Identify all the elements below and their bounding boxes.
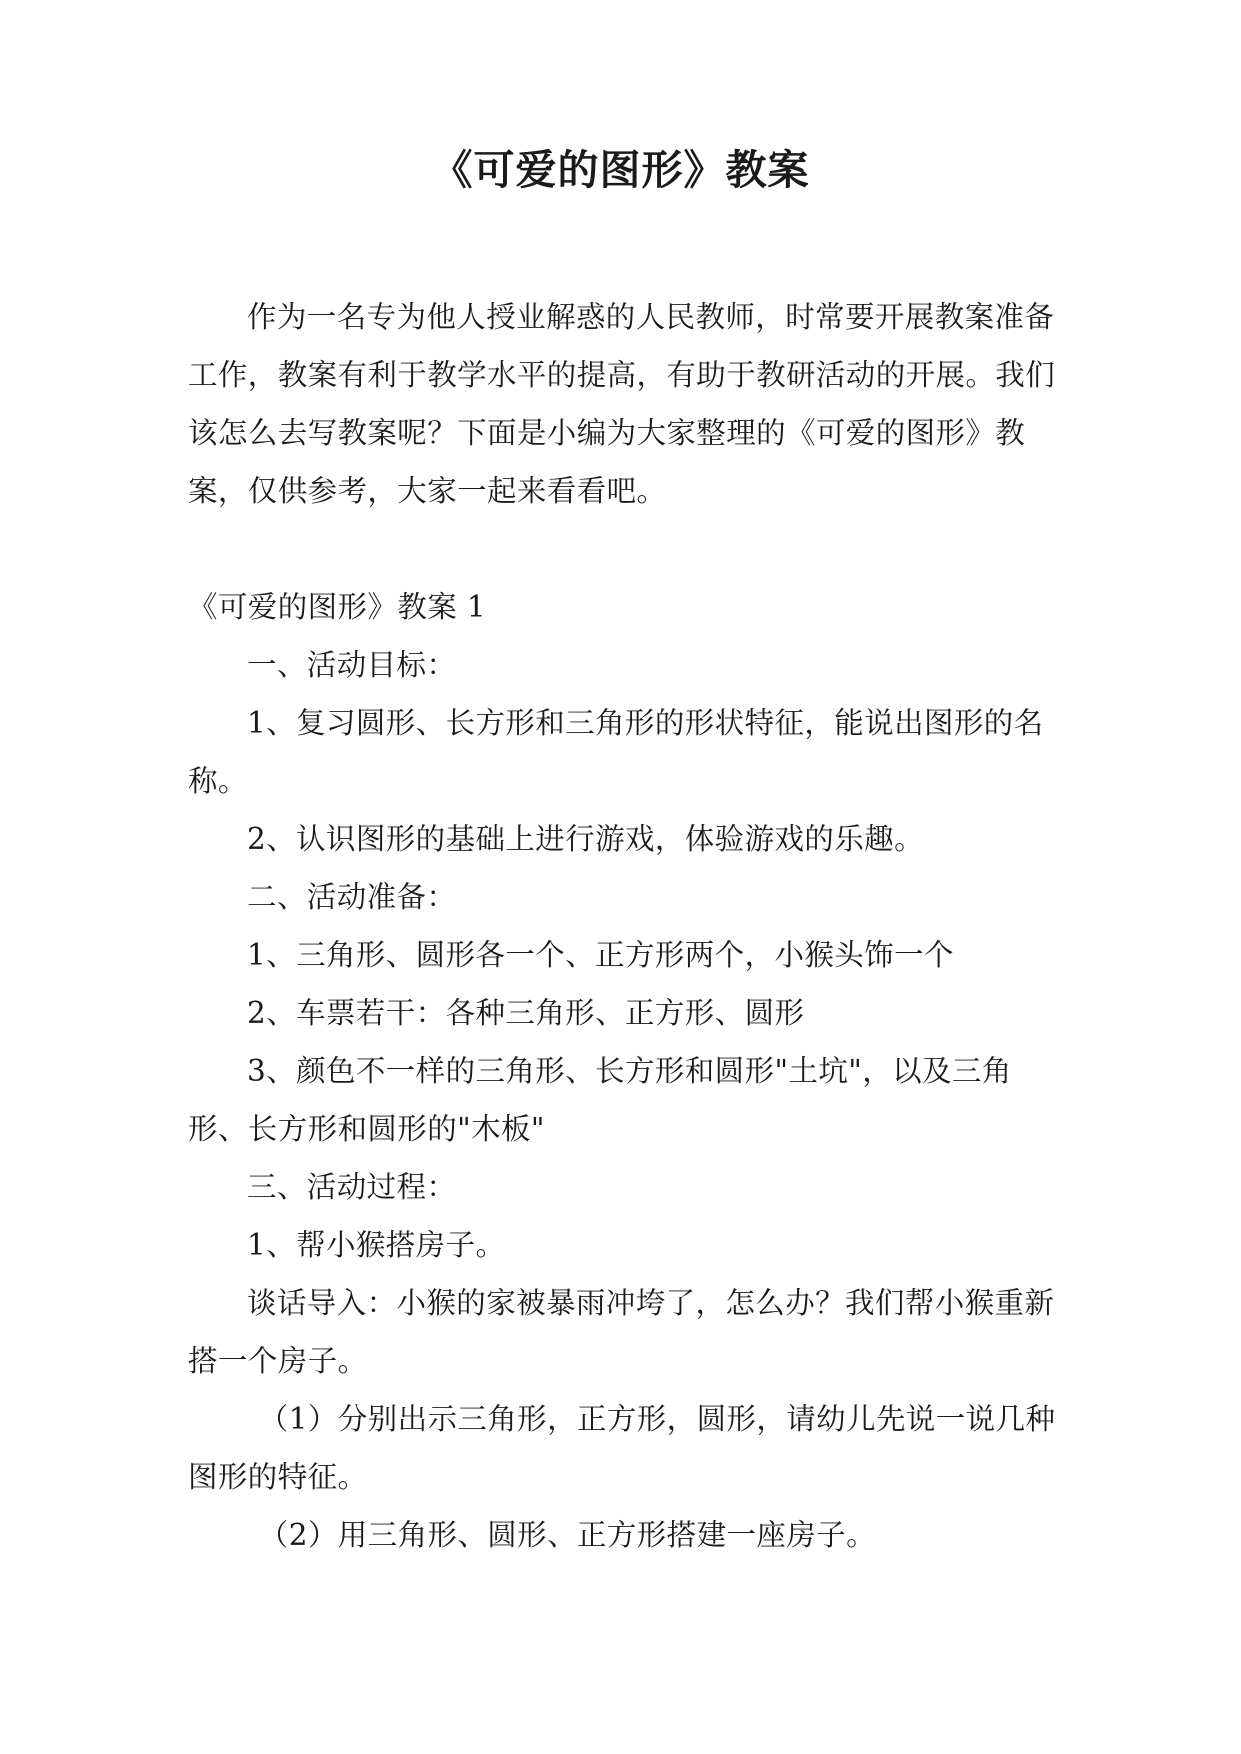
intro-paragraph — [188, 288, 1058, 520]
document-title: 《可爱的图形》教案 — [431, 146, 810, 194]
preparation-item-1: 1、三角形、圆形各一个、正方形两个，小猴头饰一个 — [247, 938, 954, 972]
objective-item-2: 2、认识图形的基础上进行游戏，体验游戏的乐趣。 — [247, 822, 924, 856]
preparation-heading: 二、活动准备： — [247, 880, 457, 914]
lesson-plan-content — [188, 578, 1058, 1564]
process-substep-1: （1）分别出示三角形，正方形，圆形，请幼儿先说一说几种图形的特征。 — [188, 1402, 1056, 1494]
preparation-item-2: 2、车票若干：各种三角形、正方形、圆形 — [247, 996, 805, 1030]
process-step-1: 1、帮小猴搭房子。 — [247, 1228, 506, 1262]
process-heading: 三、活动过程： — [247, 1170, 457, 1204]
process-intro-talk: 谈话导入：小猴的家被暴雨冲垮了，怎么办？我们帮小猴重新搭一个房子。 — [188, 1286, 1055, 1378]
process-substep-2: （2）用三角形、圆形、正方形搭建一座房子。 — [258, 1518, 876, 1552]
section-heading: 《可爱的图形》教案 1 — [188, 590, 487, 624]
preparation-item-3: 3、颜色不一样的三角形、长方形和圆形"土坑"，以及三角形、长方形和圆形的"木板" — [188, 1054, 1012, 1146]
objectives-heading: 一、活动目标： — [247, 648, 457, 682]
intro-text: 作为一名专为他人授业解惑的人民教师，时常要开展教案准备工作，教案有利于教学水平的提高，有助于教研活动的开展。我们该怎么去写教案呢？下面是小编为大家整理的《可爱的图形》教案，仅供参考，大家一起来看看吧。 — [188, 300, 1056, 508]
objective-item-1: 1、复习圆形、长方形和三角形的形状特征，能说出图形的名称。 — [188, 706, 1044, 798]
